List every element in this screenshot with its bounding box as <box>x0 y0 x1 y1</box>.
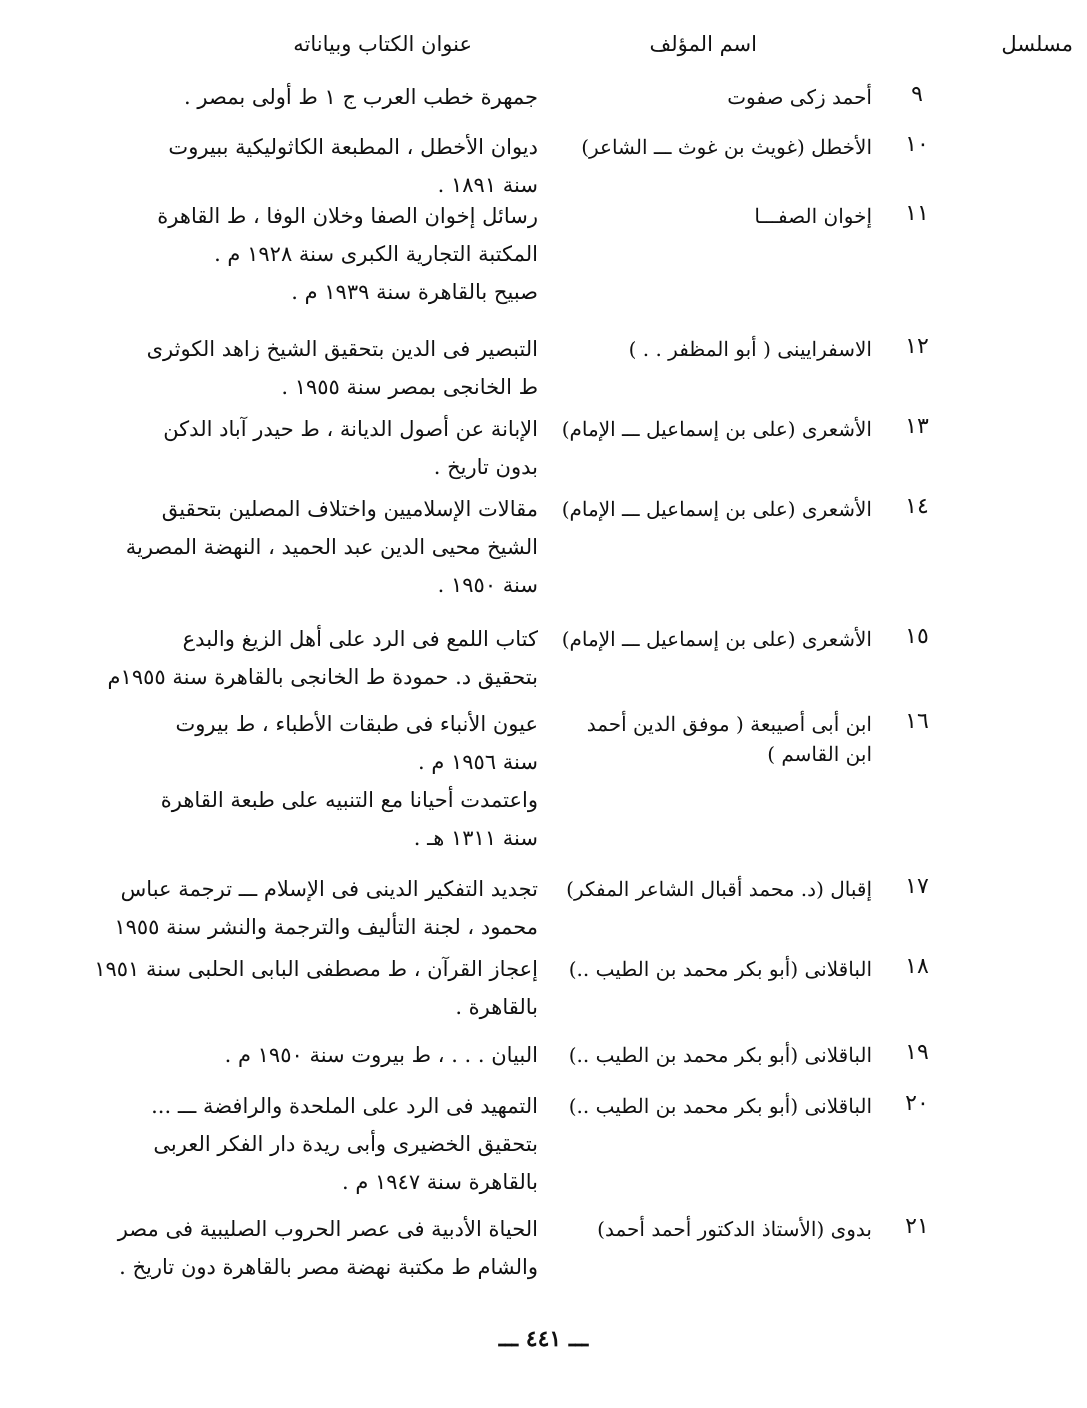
entry-author <box>552 1040 872 1070</box>
entry-author-line: أحمد زكى صفوت <box>727 85 872 109</box>
entry-serial: ١٩ <box>905 1040 929 1065</box>
entry-title-line: محمود ، لجنة التأليف والترجمة والنشر سنة ١٩٥٥ <box>114 915 538 939</box>
entry-author-line: إقبال (د. محمد أقبال الشاعر المفكر) <box>566 877 872 901</box>
entry-title <box>113 330 538 406</box>
entry-serial: ١٨ <box>905 954 929 979</box>
entry-serial: ٩ <box>911 82 923 107</box>
entry-title-line: والشام ط مكتبة نهضة مصر بالقاهرة دون تاريخ . <box>119 1255 538 1279</box>
entry-title-line: الشيخ محيى الدين عبد الحميد ، النهضة المصرية <box>125 535 538 559</box>
entry-title <box>94 950 538 1026</box>
entry-serial: ١١ <box>905 201 929 226</box>
entry-title-line: رسائل إخوان الصفا وخلان الوفا ، ط القاهرة <box>157 204 538 228</box>
entry-title-line: واعتمدت أحيانا مع التنبيه على طبعة القاهرة <box>160 788 538 812</box>
entry-title-line: جمهرة خطب العرب ج ١ ط أولى بمصر . <box>184 85 538 109</box>
entry-title-line: المكتبة التجارية الكبرى سنة ١٩٢٨ م . <box>214 242 538 266</box>
entry-author-line: ابن أبى أصيبعة ( موفق الدين أحمد <box>586 712 872 736</box>
entry-author-line: الاسفرايينى ( أبو المظفر . . ) <box>628 337 872 361</box>
header-title: عنوان الكتاب وبياناته <box>293 32 472 56</box>
entry-title <box>113 1210 538 1286</box>
entry-author-line: إخوان الصفـــا <box>754 204 872 228</box>
entry-title-line: التمهيد فى الرد على الملحدة والرافضة ـــ ... <box>151 1094 538 1118</box>
entry-title <box>113 197 538 311</box>
entry-author <box>552 334 872 364</box>
entry-author-line: الأشعرى (على بن إسماعيل ـــ الإمام) <box>561 497 872 521</box>
entry-title <box>113 78 538 116</box>
entry-title <box>113 128 538 204</box>
entry-title-line: بالقاهرة . <box>455 995 538 1019</box>
entry-author <box>552 1214 872 1244</box>
entry-title <box>113 1087 538 1201</box>
entry-title <box>113 870 538 946</box>
header-serial: مسلسل <box>1001 32 1073 56</box>
entry-serial: ١٣ <box>905 414 929 439</box>
entry-author-line: ابن القاسم ) <box>767 742 872 766</box>
entry-title-line: بالقاهرة سنة ١٩٤٧ م . <box>341 1170 538 1194</box>
entry-title-line: الإبانة عن أصول الديانة ، ط حيدر آباد الدكن <box>163 417 538 441</box>
entry-title <box>113 1036 538 1074</box>
entry-author <box>552 1091 872 1121</box>
entry-title-line: بتحقيق الخضيرى وأبى ريدة دار الفكر العربى <box>153 1132 538 1156</box>
entry-author-line: الباقلانى (أبو بكر محمد بن الطيب ..) <box>568 957 872 981</box>
entry-title-line: بتحقيق د. حمودة ط الخانجى بالقاهرة سنة ١٩٥٥م <box>107 665 538 689</box>
entry-title-line: بدون تاريخ . <box>433 455 538 479</box>
entry-author <box>552 82 872 112</box>
entry-serial: ٢١ <box>905 1214 929 1239</box>
entry-author <box>552 624 872 654</box>
entry-author <box>552 709 872 769</box>
entry-author-line: الباقلانى (أبو بكر محمد بن الطيب ..) <box>568 1043 872 1067</box>
entry-title-line: صبيح بالقاهرة سنة ١٩٣٩ م . <box>291 280 538 304</box>
entry-author-line: الأشعرى (على بن إسماعيل ـــ الإمام) <box>561 627 872 651</box>
entry-title-line: إعجاز القرآن ، ط مصطفى البابى الحلبى سنة ١٩٥١ <box>94 957 538 981</box>
entry-title <box>113 490 538 604</box>
entry-serial: ١٦ <box>905 709 929 734</box>
entry-author <box>552 954 872 984</box>
entry-author <box>552 874 872 904</box>
entry-title-line: تجديد التفكير الدينى فى الإسلام ـــ ترجمة عباس <box>120 877 538 901</box>
entry-serial: ١٧ <box>905 874 929 899</box>
entry-title-line: كتاب اللمع فى الرد على أهل الزيغ والبدع <box>182 627 538 651</box>
entry-title-line: مقالات الإسلاميين واختلاف المصلين بتحقيق <box>161 497 538 521</box>
entry-title <box>113 410 538 486</box>
entry-serial: ١٥ <box>905 624 929 649</box>
entry-serial: ٢٠ <box>905 1091 929 1116</box>
entry-author <box>552 494 872 524</box>
page-number: ـــ ٤٤١ ـــ <box>498 1326 589 1352</box>
entry-title-line: سنة ١٩٥٦ م . <box>417 750 538 774</box>
entry-author <box>552 201 872 231</box>
entry-serial: ١٤ <box>905 494 929 519</box>
entry-title-line: الحياة الأدبية فى عصر الحروب الصليبية فى مصر <box>117 1217 538 1241</box>
entry-title <box>113 705 538 857</box>
entry-title <box>107 620 538 696</box>
entry-title-line: التبصير فى الدين بتحقيق الشيخ زاهد الكوثرى <box>146 337 538 361</box>
entry-title-line: ديوان الأخطل ، المطبعة الكاثوليكية ببيروت <box>168 135 538 159</box>
entry-title-line: سنة ١٩٥٠ . <box>437 573 538 597</box>
entry-title-line: ط الخانجى بمصر سنة ١٩٥٥ . <box>281 375 538 399</box>
entry-serial: ١٢ <box>905 334 929 359</box>
entry-title-line: عيون الأنباء فى طبقات الأطباء ، ط بيروت <box>175 712 538 736</box>
entry-author-line: بدوى (الأستاذ الدكتور أحمد أحمد) <box>597 1217 872 1241</box>
entry-title-line: سنة ١٣١١ هـ . <box>413 826 538 850</box>
header-author: اسم المؤلف <box>649 32 757 56</box>
entry-author <box>552 414 872 444</box>
entry-author-line: الأشعرى (على بن إسماعيل ـــ الإمام) <box>561 417 872 441</box>
entry-title-line: البيان . . . ، ط بيروت سنة ١٩٥٠ م . <box>224 1043 538 1067</box>
entry-author-line: الأخطل (غويث بن غوث ـــ الشاعر) <box>581 135 872 159</box>
entry-serial: ١٠ <box>905 132 929 157</box>
entry-author-line: الباقلانى (أبو بكر محمد بن الطيب ..) <box>568 1094 872 1118</box>
entry-title-line: سنة ١٨٩١ . <box>437 173 538 197</box>
entry-author <box>552 132 872 162</box>
